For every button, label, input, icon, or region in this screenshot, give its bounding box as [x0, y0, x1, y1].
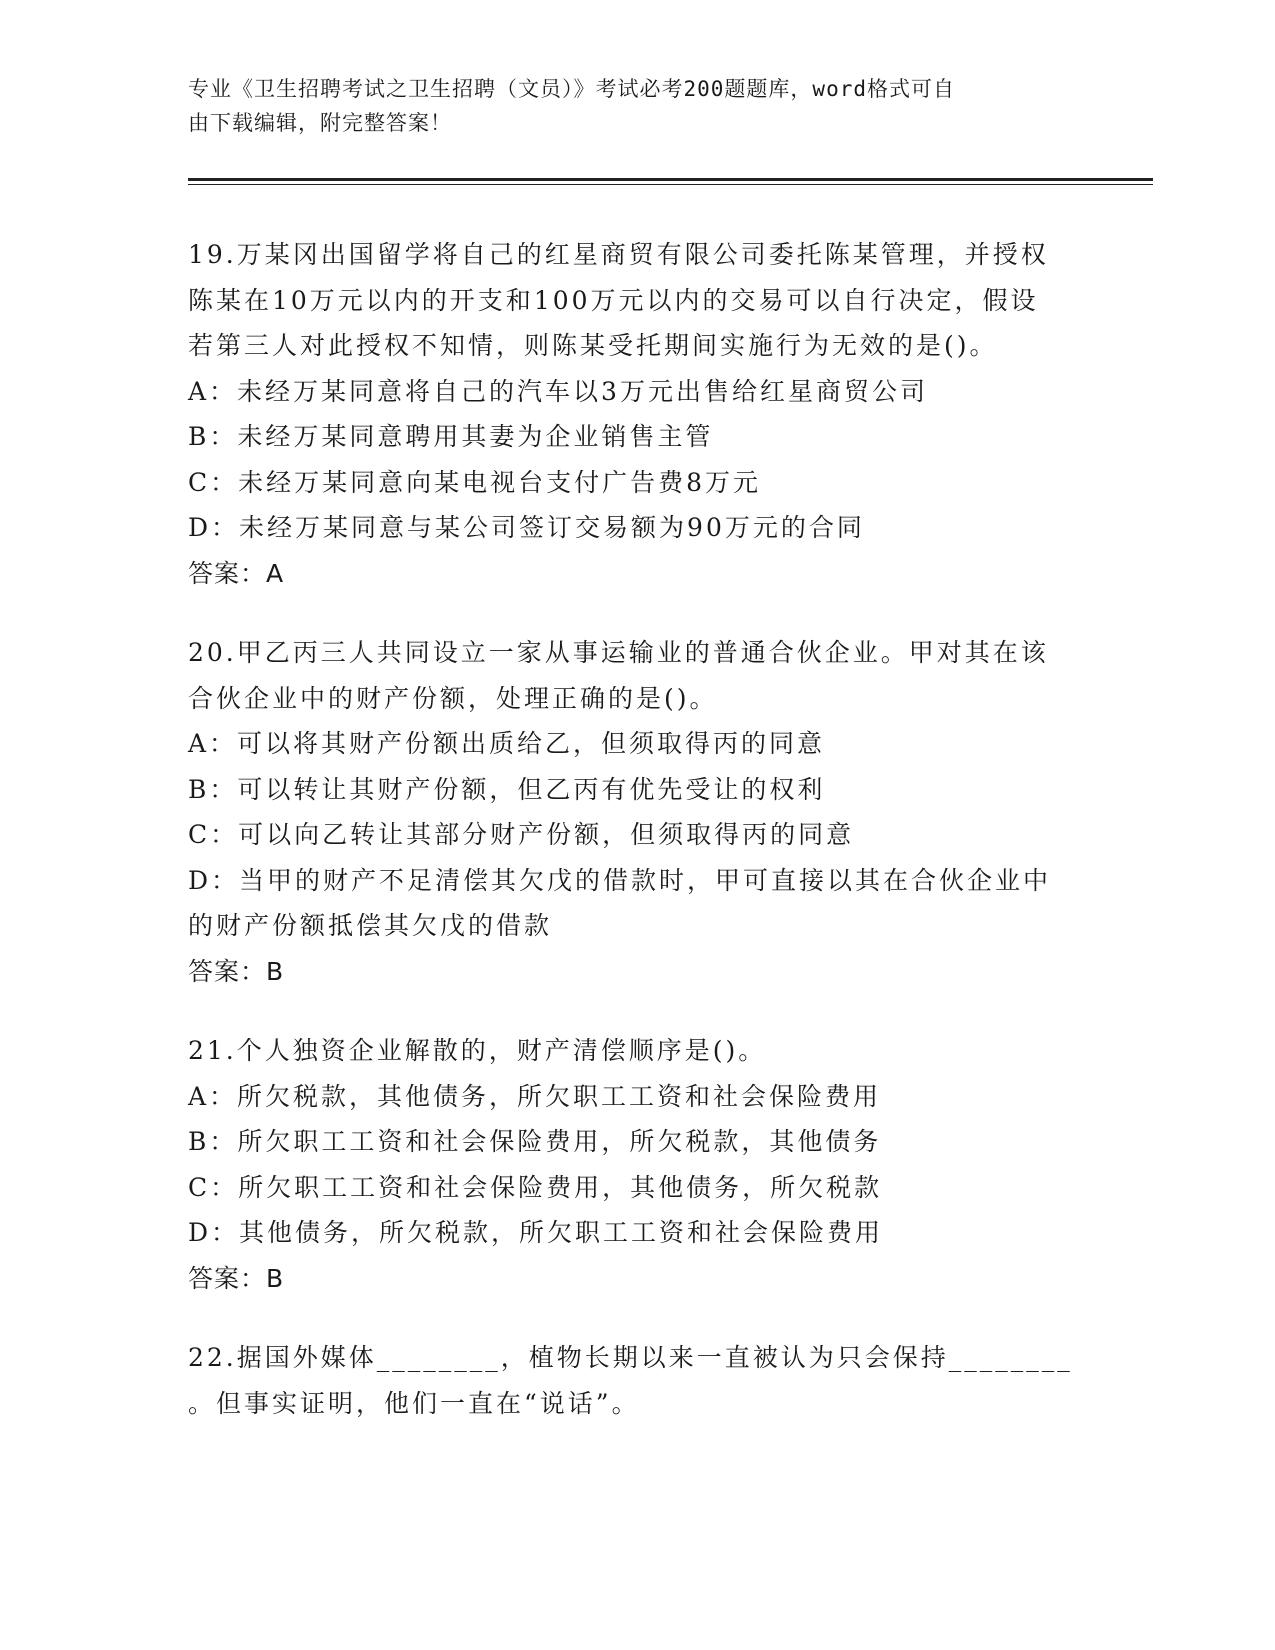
question-stem-line: 合伙企业中的财产份额，处理正确的是()。 — [188, 683, 718, 713]
question-21 — [188, 1028, 1088, 1301]
option-a: A：所欠税款，其他债务，所欠职工工资和社会保险费用 — [188, 1081, 882, 1111]
question-stem-line: 若第三人对此授权不知情，则陈某受托期间实施行为无效的是()。 — [188, 331, 998, 360]
question-22 — [188, 1335, 1088, 1426]
option-b: B：未经万某同意聘用其妻为企业销售主管 — [188, 422, 714, 451]
header-divider-thick — [188, 178, 1153, 181]
option-d: D：其他债务，所欠税款，所欠职工工资和社会保险费用 — [188, 1218, 884, 1247]
option-d: D：未经万某同意与某公司签订交易额为90万元的合同 — [188, 513, 865, 542]
question-stem-line: 。但事实证明，他们一直在“说话”。 — [188, 1388, 640, 1418]
option-d-continued: 的财产份额抵偿其欠戊的借款 — [188, 911, 553, 940]
header-line-1: 专业《卫生招聘考试之卫生招聘（文员）》考试必考200题题库，word格式可自 — [188, 77, 955, 101]
header-divider-thin — [188, 184, 1153, 185]
answer-label: 答案：B — [188, 1263, 285, 1293]
option-a: A：可以将其财产份额出质给乙，但须取得丙的同意 — [188, 729, 826, 758]
question-list — [188, 232, 1088, 1460]
question-stem-line: 20.甲乙丙三人共同设立一家从事运输业的普通合伙企业。甲对其在该 — [188, 638, 1049, 667]
question-stem-line: 22.据国外媒体________，植物长期以来一直被认为只会保持________ — [188, 1343, 1073, 1372]
option-c: C：可以向乙转让其部分财产份额，但须取得丙的同意 — [188, 820, 855, 849]
question-stem-line: 19.万某冈出国留学将自己的红星商贸有限公司委托陈某管理，并授权 — [188, 240, 1049, 269]
option-d: D：当甲的财产不足清偿其欠戊的借款时，甲可直接以其在合伙企业中 — [188, 865, 1052, 895]
document-header — [188, 72, 1068, 140]
answer-label: 答案：A — [188, 558, 285, 588]
question-19 — [188, 232, 1088, 596]
answer-label: 答案：B — [188, 956, 285, 986]
question-stem-line: 21.个人独资企业解散的，财产清偿顺序是()。 — [188, 1036, 767, 1065]
question-20 — [188, 630, 1088, 994]
option-c: C：未经万某同意向某电视台支付广告费8万元 — [188, 467, 762, 497]
question-stem-line: 陈某在10万元以内的开支和100万元以内的交易可以自行决定，假设 — [188, 285, 1039, 315]
option-a: A：未经万某同意将自己的汽车以3万元出售给红星商贸公司 — [188, 376, 928, 406]
header-line-2: 由下载编辑，附完整答案！ — [188, 111, 452, 135]
option-b: B：所欠职工工资和社会保险费用，所欠税款，其他债务 — [188, 1127, 882, 1156]
option-b: B：可以转让其财产份额，但乙丙有优先受让的权利 — [188, 774, 826, 804]
option-c: C：所欠职工工资和社会保险费用，其他债务，所欠税款 — [188, 1172, 883, 1202]
